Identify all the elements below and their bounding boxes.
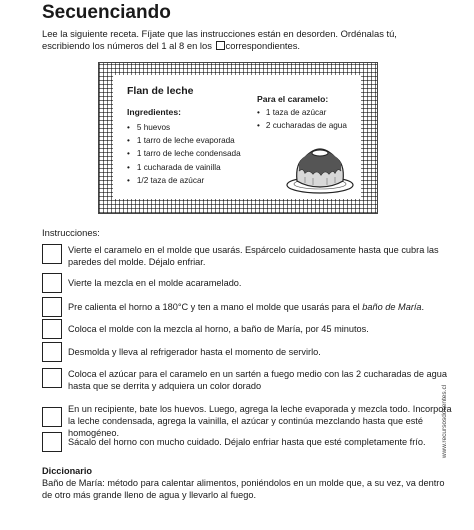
ingredients-heading: Ingredientes:: [127, 107, 181, 117]
order-number-box[interactable]: [42, 342, 62, 362]
small-box-icon: [216, 41, 225, 50]
dictionary-heading: Diccionario: [42, 466, 93, 476]
intro-text: [42, 28, 442, 52]
step-text: Vierte el caramelo en el molde que usarás. Espárcelo cuidadosamente hasta que cubra las paredes del molde. Déjalo enfriar.: [68, 245, 439, 267]
ingredient-item: • 1 tarro de leche condensada: [127, 147, 241, 160]
instructions-label: Instrucciones:: [42, 227, 100, 238]
ingredient-item: • 1 tarro de leche evaporada: [127, 134, 241, 147]
step-text: En un recipiente, bate los huevos. Luego, agrega la leche evaporada y mezcla todo. Incorpora la leche condensada, agrega la vainilla, el azúcar y continúa mezclando hasta que esté homogéneo.: [68, 404, 452, 438]
order-number-box[interactable]: [42, 407, 62, 427]
order-number-box[interactable]: [42, 244, 62, 264]
ingredient-item: • 5 huevos: [127, 121, 241, 134]
page-title: Secuenciando: [42, 2, 171, 23]
dictionary-text: Baño de María: método para calentar alimentos, poniéndolos en un molde que, a su vez, va dentro de otro más grande lleno de agua y llevarlo al fuego.: [42, 478, 445, 500]
dictionary-section: [42, 465, 452, 501]
intro-text-start: Lee la siguiente receta. Fíjate que las instrucciones están en desorden. Ordénalas tú, escribiendo los números del 1 al 8 en los: [42, 28, 397, 51]
recipe-title: Flan de leche: [127, 85, 194, 97]
order-number-box[interactable]: [42, 273, 62, 293]
caramel-list: [257, 106, 347, 132]
order-number-box[interactable]: [42, 319, 62, 339]
step-text: Coloca el azúcar para el caramelo en un sartén a fuego medio con las 2 cucharadas de agua hasta que se derrita y adquiera un color dorado: [68, 369, 447, 391]
step-text-tail: .: [421, 302, 425, 312]
step-text-main: Pre calienta el horno a 180°C y ten a mano el molde que usarás para el: [68, 302, 360, 312]
step-text: Sácalo del horno con mucho cuidado. Déjalo enfriar hasta que esté completamente frío.: [68, 437, 426, 447]
caramel-item: • 1 taza de azúcar: [257, 106, 347, 119]
step-text: Desmolda y lleva al refrigerador hasta el momento de servirlo.: [68, 347, 321, 357]
order-number-box[interactable]: [42, 368, 62, 388]
ingredient-item: • 1 cucharada de vainilla: [127, 161, 241, 174]
recipe-card: [98, 62, 378, 214]
caramel-heading: Para el caramelo:: [257, 94, 329, 104]
caramel-item: • 2 cucharadas de agua: [257, 119, 347, 132]
website-credit: [441, 372, 460, 472]
step-text: Coloca el molde con la mezcla al horno, a baño de María, por 45 minutos.: [68, 324, 369, 334]
ingredient-item: • 1/2 taza de azúcar: [127, 174, 241, 187]
order-number-box[interactable]: [42, 432, 62, 452]
intro-text-end: correspondientes.: [225, 40, 301, 51]
step-text-italic: baño de María: [362, 302, 422, 312]
step-text: Vierte la mezcla en el molde acaramelado.: [68, 278, 242, 288]
flan-illustration-icon: [283, 141, 357, 195]
website-credit-text: www.recursosdocentes.cl: [441, 384, 449, 459]
ingredients-list: [127, 121, 241, 187]
order-number-box[interactable]: [42, 297, 62, 317]
step-text: [68, 301, 454, 313]
recipe-card-content: [113, 75, 361, 199]
